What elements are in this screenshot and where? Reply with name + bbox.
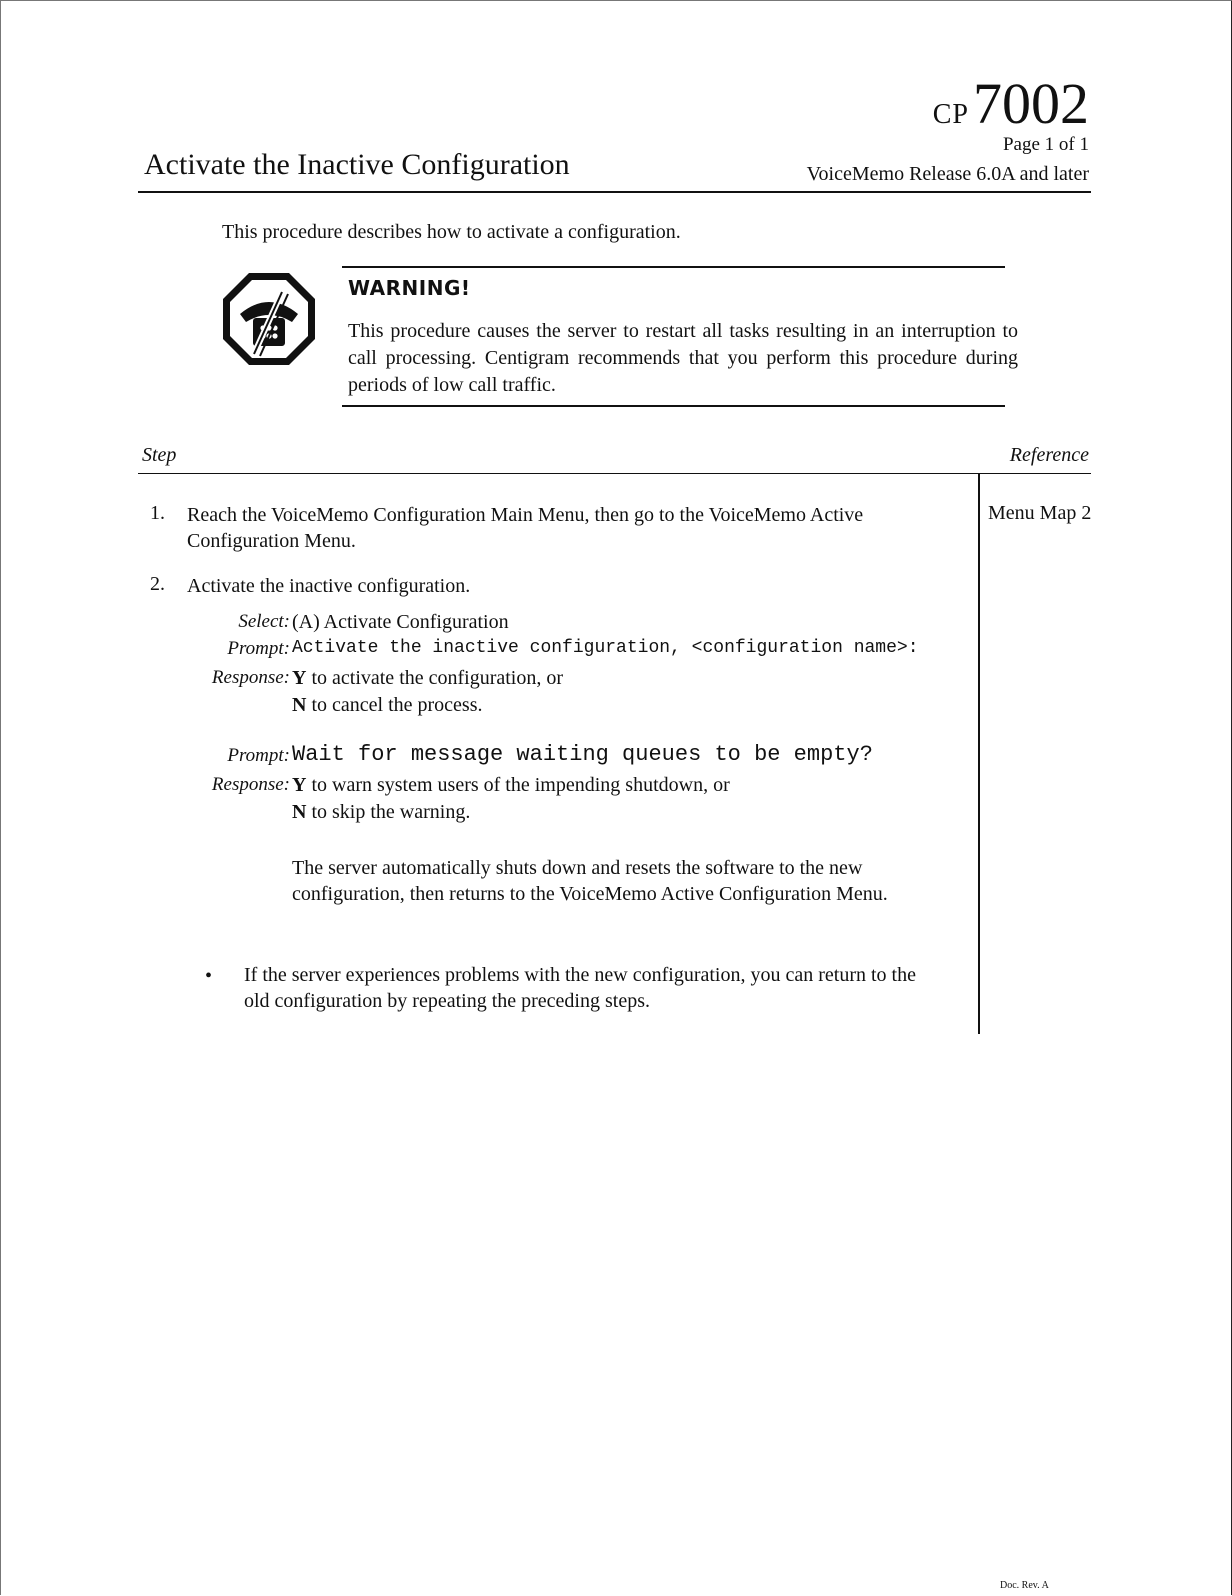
prompt-1-value: Activate the inactive configuration, <configuration name>: — [292, 638, 919, 658]
step-2-bullet: If the server experiences problems with the new configuration, you can return to the old configuration by repeating the preceding steps. — [244, 964, 916, 1012]
response-2-no-key: N — [292, 801, 307, 823]
select-value: (A) Activate Configuration — [292, 611, 509, 633]
page-number: Page 1 of 1 — [1002, 134, 1089, 155]
step-1-reference: Menu Map 2 — [988, 502, 1092, 524]
warning-top-rule — [342, 266, 1005, 268]
response-1-yes-text: to activate the configuration, or — [306, 667, 564, 689]
page-title: Activate the Inactive Configuration — [144, 148, 570, 181]
warning-bottom-rule — [342, 405, 1005, 407]
response-2-yes-key: Y — [292, 774, 307, 796]
steps-rule — [138, 473, 1091, 474]
prompt-2-value: Wait for message waiting queues to be empty? — [292, 742, 873, 767]
header-rule — [138, 191, 1091, 193]
response-2-yes-text: to warn system users of the impending shutdown, or — [306, 774, 730, 796]
response-1-label: Response: — [211, 667, 290, 688]
warning-body: This procedure causes the server to restart all tasks resulting in an interruption to call processing. Centigram recommends that you perform this procedure during periods of low call traffic. — [348, 320, 1018, 396]
response-1-no — [292, 694, 483, 717]
cp-number-block — [860, 70, 1089, 137]
response-1-yes-key: Y — [292, 667, 307, 689]
select-label: Select: — [238, 611, 290, 632]
bullet-icon: • — [205, 965, 213, 987]
warning-title: WARNING! — [348, 276, 471, 300]
response-1-no-key: N — [292, 694, 307, 716]
telephone-stop-sign-icon — [220, 270, 318, 368]
response-2-no — [292, 801, 470, 824]
step-1-text: Reach the VoiceMemo Configuration Main Menu, then go to the VoiceMemo Active Configuration Menu. — [187, 504, 864, 552]
prompt-1-label: Prompt: — [227, 638, 290, 659]
cp-prefix: CP — [932, 99, 969, 130]
reference-column-divider — [978, 474, 980, 1034]
intro-text: This procedure describes how to activate a configuration. — [222, 221, 681, 243]
prompt-2-label: Prompt: — [227, 745, 290, 766]
response-2-label: Response: — [211, 774, 290, 795]
response-1-yes — [292, 667, 563, 690]
step-2-note: The server automatically shuts down and resets the software to the new configuration, then returns to the VoiceMemo Active Configuration Menu. — [292, 857, 888, 905]
step-2-number: 2. — [150, 573, 165, 595]
reference-column-heading: Reference — [1009, 444, 1089, 466]
response-2-no-text: to skip the warning. — [306, 801, 471, 823]
step-2-text: Activate the inactive configuration. — [187, 575, 471, 597]
step-column-heading: Step — [142, 444, 177, 466]
cp-number: 7002 — [973, 71, 1089, 136]
response-2-yes — [292, 774, 730, 797]
release-label: VoiceMemo Release 6.0A and later — [806, 163, 1089, 185]
response-1-no-text: to cancel the process. — [306, 694, 483, 716]
step-1-number: 1. — [150, 502, 165, 524]
doc-revision: Doc. Rev. A — [1000, 1580, 1049, 1591]
